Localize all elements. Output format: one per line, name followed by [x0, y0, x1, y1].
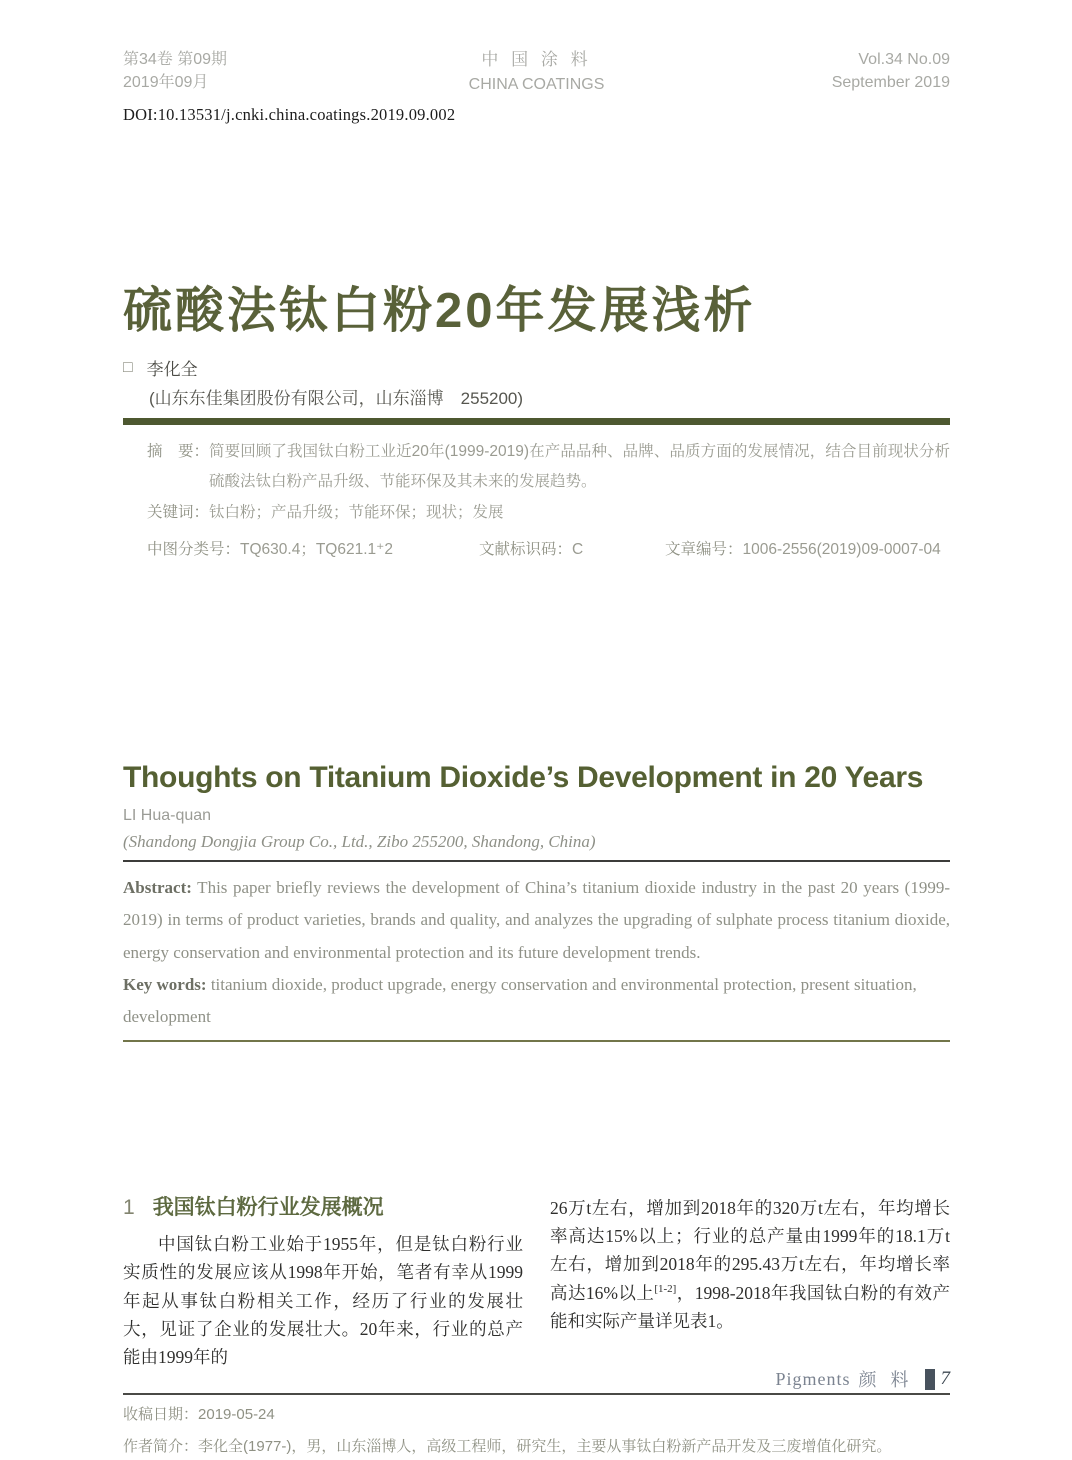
affiliation-en: (Shandong Dongjia Group Co., Ltd., Zibo 255200, Shandong, China)	[123, 832, 596, 852]
clc-item	[147, 535, 479, 565]
received-date-value: 2019-05-24	[198, 1405, 275, 1423]
author-bio-text: 李化全(1977-)，男，山东淄博人，高级工程师，研究生，主要从事钛白粉新产品开发及三废增值化研究。	[198, 1438, 892, 1456]
english-block	[123, 761, 950, 1041]
affiliation-cn: (山东东佳集团股份有限公司，山东淄博 255200)	[149, 389, 524, 409]
abstract-cn-block	[147, 437, 950, 565]
doc-code-value: C	[572, 540, 584, 558]
author-square-icon: □	[123, 358, 133, 376]
date-cn: 2019年09月	[123, 74, 209, 92]
footer-section-cn: 颜料	[858, 1370, 923, 1390]
doc-code-item	[479, 535, 665, 565]
date-en: September 2019	[831, 74, 950, 92]
section-1-title: 我国钛白粉行业发展概况	[152, 1195, 384, 1219]
doc-code-label: 文献标识码：	[479, 540, 573, 558]
page-footer	[775, 1366, 950, 1392]
article-id-item	[665, 535, 950, 565]
author-name-en: LI Hua-quan	[123, 807, 212, 825]
author-name-cn: 李化全	[146, 360, 198, 380]
article-title-cn: 硫酸法钛白粉20年发展浅析	[123, 283, 756, 338]
body-column-left	[123, 1194, 523, 1372]
body-columns	[123, 1194, 950, 1372]
article-title-en: Thoughts on Titanium Dioxide’s Development in 20 Years	[123, 761, 924, 795]
paragraph-right-text-cont: ，1998-2018年我国钛白粉的有效产能和实际产量详见表1。	[550, 1282, 950, 1331]
journal-header	[123, 48, 950, 96]
header-issue-info	[123, 48, 343, 94]
classification-row	[147, 535, 950, 565]
volume-issue-en: Vol.34 No.09	[858, 51, 950, 68]
journal-name-cn: 中 国 涂 料	[481, 50, 592, 69]
clc-label: 中图分类号：	[147, 540, 241, 558]
paragraph-right-text: 26万t左右，增加到2018年的320万t左右，年均增长率高达15%以上；行业的总产量由1999年的18.1万t左右，增加到2018年的295.43万t左右，年均增长率高达16%以上	[550, 1197, 950, 1303]
body-column-right	[550, 1194, 950, 1372]
keywords-en-paragraph	[123, 969, 950, 1034]
keywords-cn-row	[147, 498, 950, 528]
keywords-en-label: Key words:	[123, 974, 207, 994]
keywords-cn-label: 关键词：	[147, 503, 210, 521]
page-number: 7	[940, 1368, 950, 1389]
received-date-label: 收稿日期：	[123, 1405, 199, 1423]
footer-section-en: Pigments	[775, 1368, 851, 1389]
keywords-cn-text: 钛白粉；产品升级；节能环保；现状；发展	[209, 503, 504, 521]
abstract-cn-row	[147, 437, 950, 497]
footnote-block	[123, 1393, 950, 1460]
journal-name-en: CHINA COATINGS	[468, 75, 605, 93]
volume-issue-cn: 第34卷 第09期	[123, 51, 228, 68]
section-1-paragraph-left: 中国钛白粉工业始于1955年，但是钛白粉行业实质性的发展应该从1998年开始，笔者有幸从1999年起从事钛白粉相关工作，经历了行业的发展壮大，见证了企业的发展壮大。20年来，行业的总产能由1999年的	[123, 1233, 523, 1368]
title-divider-bar	[123, 418, 950, 425]
footer-bar-icon	[925, 1369, 935, 1390]
english-rule-top	[123, 860, 950, 862]
received-date-line	[123, 1402, 950, 1428]
section-1-paragraph-right	[550, 1194, 950, 1336]
header-volume-en	[730, 48, 950, 94]
header-journal-name	[343, 48, 730, 96]
keywords-en-text: titanium dioxide, product upgrade, energy conservation and environmental protection, present situation, development	[123, 974, 917, 1027]
article-id-value: 1006-2556(2019)09-0007-04	[742, 540, 941, 558]
abstract-cn-text: 简要回顾了我国钛白粉工业近20年(1999-2019)在产品品种、品牌、品质方面的发展情况，结合目前现状分析硫酸法钛白粉产品升级、节能环保及其未来的发展趋势。	[209, 443, 950, 491]
doi-line: DOI:10.13531/j.cnki.china.coatings.2019.09.002	[123, 104, 456, 124]
section-1-heading	[123, 1194, 523, 1221]
footnote-rule	[123, 1393, 950, 1395]
abstract-en-paragraph	[123, 872, 950, 969]
abstract-en-text: This paper briefly reviews the development of China’s titanium dioxide industry in the past 20 years (1999-2019) in terms of product varieties, brands and quality, and analyzes the upgrading of sulphate process titanium dioxide, energy conservation and environmental protection and its future development trends.	[123, 878, 950, 962]
abstract-cn-label: 摘 要：	[147, 443, 210, 461]
clc-value: TQ630.4；TQ621.1⁺2	[240, 540, 393, 558]
abstract-en-label: Abstract:	[123, 878, 192, 898]
section-1-number: 1	[123, 1195, 135, 1219]
author-row	[123, 355, 950, 380]
author-bio-line	[123, 1434, 950, 1460]
english-rule-bottom	[123, 1040, 950, 1042]
citation-superscript: [1-2]	[654, 1282, 677, 1295]
author-bio-label: 作者简介：	[123, 1438, 199, 1456]
article-id-label: 文章编号：	[665, 540, 743, 558]
